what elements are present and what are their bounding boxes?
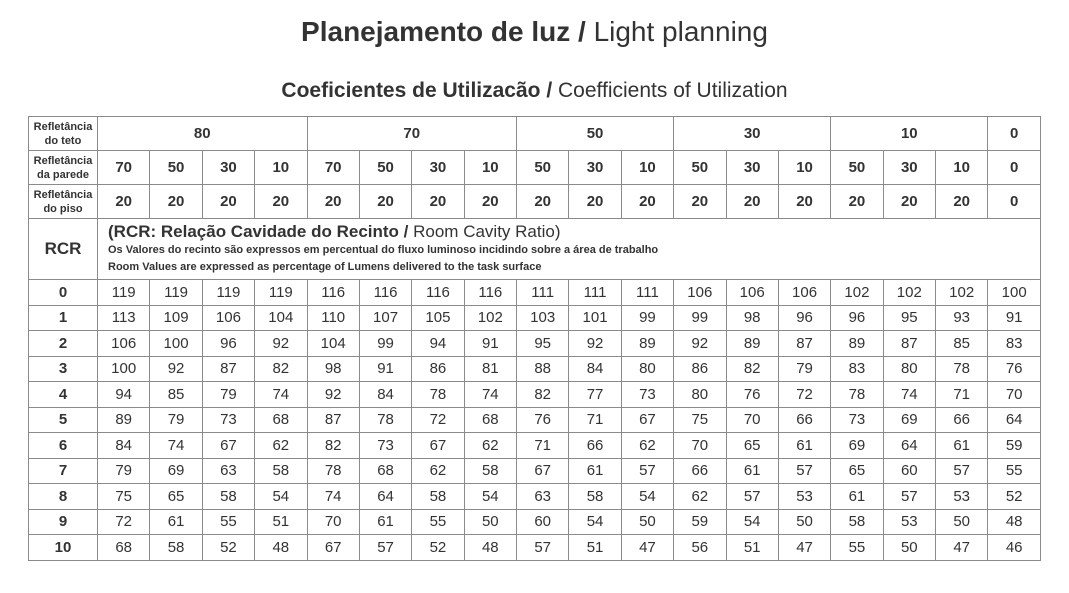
cu-value-cell: 95 — [517, 331, 569, 357]
cu-value-cell: 99 — [674, 305, 726, 331]
cu-value-cell: 67 — [307, 535, 359, 561]
cu-value-cell: 84 — [569, 356, 621, 382]
cu-value-cell: 55 — [831, 535, 883, 561]
cu-value-cell: 99 — [359, 331, 411, 357]
cu-value-cell: 109 — [150, 305, 202, 331]
cu-value-cell: 53 — [883, 509, 935, 535]
cu-value-cell: 89 — [621, 331, 673, 357]
cu-value-cell: 87 — [883, 331, 935, 357]
wall-value-cell: 70 — [98, 151, 150, 185]
cu-value-cell: 102 — [464, 305, 516, 331]
cu-value-cell: 102 — [936, 280, 988, 306]
cu-value-cell: 70 — [307, 509, 359, 535]
cu-value-cell: 62 — [255, 433, 307, 459]
floor-value-cell: 20 — [98, 185, 150, 219]
label-line: da parede — [37, 168, 89, 181]
cu-value-cell: 78 — [412, 382, 464, 408]
cu-value-cell: 60 — [517, 509, 569, 535]
cu-value-cell: 58 — [412, 484, 464, 510]
cu-value-cell: 82 — [307, 433, 359, 459]
cu-value-cell: 92 — [307, 382, 359, 408]
floor-value-cell: 20 — [778, 185, 830, 219]
title-bold: Planejamento de luz / — [301, 16, 586, 47]
table-row — [29, 535, 1041, 561]
cu-value-cell: 98 — [726, 305, 778, 331]
cu-value-cell: 61 — [359, 509, 411, 535]
table-row — [29, 407, 1041, 433]
cu-value-cell: 92 — [674, 331, 726, 357]
ceiling-value-cell: 0 — [988, 117, 1041, 151]
cu-value-cell: 95 — [883, 305, 935, 331]
cu-value-cell: 63 — [202, 458, 254, 484]
cu-value-cell: 51 — [726, 535, 778, 561]
cu-value-cell: 66 — [674, 458, 726, 484]
cu-value-cell: 87 — [202, 356, 254, 382]
ceiling-value-cell: 70 — [307, 117, 517, 151]
cu-value-cell: 52 — [988, 484, 1041, 510]
cu-value-cell: 84 — [359, 382, 411, 408]
cu-value-cell: 58 — [464, 458, 516, 484]
cu-value-cell: 84 — [98, 433, 150, 459]
cu-value-cell: 64 — [883, 433, 935, 459]
cu-value-cell: 94 — [412, 331, 464, 357]
cu-value-cell: 86 — [674, 356, 726, 382]
cu-value-cell: 59 — [988, 433, 1041, 459]
cu-value-cell: 57 — [778, 458, 830, 484]
label-line: Refletância — [33, 120, 93, 133]
floor-reflectance-row — [29, 185, 1041, 219]
rcr-number-cell: 8 — [29, 484, 98, 510]
label-line: do piso — [43, 202, 83, 215]
cu-value-cell: 57 — [936, 458, 988, 484]
cu-value-cell: 54 — [464, 484, 516, 510]
cu-value-cell: 74 — [883, 382, 935, 408]
cu-value-cell: 73 — [831, 407, 883, 433]
cu-value-cell: 81 — [464, 356, 516, 382]
cu-value-cell: 79 — [98, 458, 150, 484]
cu-value-cell: 54 — [255, 484, 307, 510]
cu-value-cell: 100 — [150, 331, 202, 357]
floor-value-cell: 20 — [569, 185, 621, 219]
cu-value-cell: 61 — [726, 458, 778, 484]
cu-value-cell: 53 — [778, 484, 830, 510]
cu-value-cell: 76 — [726, 382, 778, 408]
wall-value-cell: 30 — [726, 151, 778, 185]
cu-value-cell: 119 — [255, 280, 307, 306]
cu-value-cell: 54 — [726, 509, 778, 535]
subtitle-bold: Coeficientes de Utilizacão / — [281, 79, 553, 102]
cu-value-cell: 63 — [517, 484, 569, 510]
cu-value-cell: 55 — [202, 509, 254, 535]
label-line: do teto — [44, 134, 82, 147]
floor-value-cell: 20 — [936, 185, 988, 219]
cu-value-cell: 58 — [202, 484, 254, 510]
subtitle-normal: Coefficients of Utilization — [558, 79, 788, 102]
cu-value-cell: 79 — [778, 356, 830, 382]
cu-value-cell: 58 — [569, 484, 621, 510]
cu-value-cell: 57 — [883, 484, 935, 510]
cu-value-cell: 76 — [988, 356, 1041, 382]
wall-value-cell: 10 — [778, 151, 830, 185]
cu-value-cell: 50 — [464, 509, 516, 535]
table-row — [29, 458, 1041, 484]
cu-value-cell: 96 — [778, 305, 830, 331]
cu-value-cell: 105 — [412, 305, 464, 331]
label-line: Refletância — [33, 154, 93, 167]
cu-value-cell: 51 — [569, 535, 621, 561]
cu-value-cell: 74 — [150, 433, 202, 459]
cu-value-cell: 66 — [569, 433, 621, 459]
cu-value-cell: 62 — [674, 484, 726, 510]
cu-value-cell: 48 — [255, 535, 307, 561]
wall-value-cell: 70 — [307, 151, 359, 185]
cu-value-cell: 89 — [98, 407, 150, 433]
cu-value-cell: 104 — [307, 331, 359, 357]
rcr-number-cell: 5 — [29, 407, 98, 433]
cu-value-cell: 119 — [202, 280, 254, 306]
cu-value-cell: 106 — [726, 280, 778, 306]
cu-value-cell: 59 — [674, 509, 726, 535]
cu-value-cell: 68 — [98, 535, 150, 561]
table-row — [29, 305, 1041, 331]
ceiling-value-cell: 10 — [831, 117, 988, 151]
cu-value-cell: 72 — [778, 382, 830, 408]
cu-value-cell: 111 — [621, 280, 673, 306]
cu-value-cell: 74 — [307, 484, 359, 510]
cu-value-cell: 73 — [202, 407, 254, 433]
table-row — [29, 280, 1041, 306]
cu-value-cell: 103 — [517, 305, 569, 331]
cu-value-cell: 61 — [831, 484, 883, 510]
cu-value-cell: 62 — [412, 458, 464, 484]
cu-value-cell: 57 — [726, 484, 778, 510]
cu-value-cell: 52 — [412, 535, 464, 561]
cu-value-cell: 76 — [517, 407, 569, 433]
rcr-note-pt: Os Valores do recinto são expressos em percentual do fluxo luminoso incidindo sobre a área de trabalho — [108, 244, 659, 256]
wall-value-cell: 50 — [517, 151, 569, 185]
cu-value-cell: 102 — [831, 280, 883, 306]
cu-value-cell: 52 — [202, 535, 254, 561]
floor-value-cell: 0 — [988, 185, 1041, 219]
floor-value-cell: 20 — [831, 185, 883, 219]
cu-value-cell: 82 — [255, 356, 307, 382]
cu-value-cell: 65 — [726, 433, 778, 459]
cu-value-cell: 68 — [255, 407, 307, 433]
cu-value-cell: 100 — [98, 356, 150, 382]
cu-value-cell: 70 — [988, 382, 1041, 408]
cu-value-cell: 82 — [726, 356, 778, 382]
cu-value-cell: 54 — [569, 509, 621, 535]
cu-value-cell: 77 — [569, 382, 621, 408]
cu-value-cell: 67 — [412, 433, 464, 459]
cu-value-cell: 80 — [621, 356, 673, 382]
cu-value-cell: 75 — [674, 407, 726, 433]
cu-value-cell: 66 — [936, 407, 988, 433]
cu-value-cell: 87 — [778, 331, 830, 357]
cu-value-cell: 91 — [988, 305, 1041, 331]
ceiling-value-cell: 80 — [98, 117, 308, 151]
title-normal: Light planning — [593, 16, 768, 47]
cu-value-cell: 55 — [988, 458, 1041, 484]
cu-value-cell: 61 — [936, 433, 988, 459]
table-row — [29, 509, 1041, 535]
cu-value-cell: 92 — [150, 356, 202, 382]
cu-value-cell: 106 — [202, 305, 254, 331]
rcr-label: RCR — [29, 219, 98, 280]
cu-value-cell: 78 — [307, 458, 359, 484]
wall-value-cell: 10 — [255, 151, 307, 185]
cu-value-cell: 85 — [150, 382, 202, 408]
cu-value-cell: 88 — [517, 356, 569, 382]
rcr-description — [98, 219, 1041, 280]
cu-value-cell: 111 — [517, 280, 569, 306]
floor-value-cell: 20 — [202, 185, 254, 219]
rcr-number-cell: 9 — [29, 509, 98, 535]
rcr-title-bold: (RCR: Relação Cavidade do Recinto / — [108, 222, 409, 241]
floor-value-cell: 20 — [359, 185, 411, 219]
table-row — [29, 484, 1041, 510]
wall-value-cell: 50 — [674, 151, 726, 185]
cu-value-cell: 106 — [778, 280, 830, 306]
cu-value-cell: 65 — [150, 484, 202, 510]
cu-value-cell: 119 — [98, 280, 150, 306]
ceiling-reflectance-row — [29, 117, 1041, 151]
cu-value-cell: 78 — [831, 382, 883, 408]
floor-value-cell: 20 — [621, 185, 673, 219]
floor-value-cell: 20 — [255, 185, 307, 219]
rcr-number-cell: 6 — [29, 433, 98, 459]
floor-reflectance-label — [29, 185, 98, 219]
cu-value-cell: 96 — [202, 331, 254, 357]
cu-value-cell: 74 — [464, 382, 516, 408]
table-row — [29, 356, 1041, 382]
cu-value-cell: 57 — [517, 535, 569, 561]
wall-value-cell: 50 — [831, 151, 883, 185]
cu-value-cell: 48 — [464, 535, 516, 561]
cu-value-cell: 61 — [569, 458, 621, 484]
cu-value-cell: 50 — [778, 509, 830, 535]
cu-value-cell: 78 — [936, 356, 988, 382]
wall-value-cell: 10 — [936, 151, 988, 185]
rcr-number-cell: 2 — [29, 331, 98, 357]
cu-value-cell: 50 — [621, 509, 673, 535]
cu-value-cell: 83 — [988, 331, 1041, 357]
cu-value-cell: 99 — [621, 305, 673, 331]
wall-value-cell: 0 — [988, 151, 1041, 185]
cu-value-cell: 69 — [883, 407, 935, 433]
cu-value-cell: 94 — [98, 382, 150, 408]
cu-value-cell: 119 — [150, 280, 202, 306]
cu-value-cell: 92 — [255, 331, 307, 357]
cu-value-cell: 51 — [255, 509, 307, 535]
rcr-number-cell: 0 — [29, 280, 98, 306]
rcr-title-normal: Room Cavity Ratio) — [413, 222, 561, 241]
cu-value-cell: 111 — [569, 280, 621, 306]
cu-value-cell: 110 — [307, 305, 359, 331]
cu-value-cell: 46 — [988, 535, 1041, 561]
cu-value-cell: 89 — [831, 331, 883, 357]
cu-value-cell: 116 — [307, 280, 359, 306]
cu-value-cell: 82 — [517, 382, 569, 408]
cu-value-cell: 50 — [936, 509, 988, 535]
cu-value-cell: 58 — [831, 509, 883, 535]
cu-value-cell: 57 — [359, 535, 411, 561]
cu-value-cell: 61 — [778, 433, 830, 459]
rcr-number-cell: 1 — [29, 305, 98, 331]
wall-value-cell: 10 — [621, 151, 673, 185]
cu-value-cell: 58 — [150, 535, 202, 561]
cu-value-cell: 106 — [98, 331, 150, 357]
wall-value-cell: 50 — [359, 151, 411, 185]
cu-value-cell: 107 — [359, 305, 411, 331]
cu-value-cell: 55 — [412, 509, 464, 535]
rcr-title — [108, 222, 1040, 242]
cu-value-cell: 58 — [255, 458, 307, 484]
cu-value-cell: 71 — [936, 382, 988, 408]
wall-value-cell: 30 — [412, 151, 464, 185]
ceiling-value-cell: 30 — [674, 117, 831, 151]
wall-value-cell: 30 — [202, 151, 254, 185]
rcr-number-cell: 10 — [29, 535, 98, 561]
wall-value-cell: 30 — [883, 151, 935, 185]
cu-value-cell: 56 — [674, 535, 726, 561]
cu-value-cell: 85 — [936, 331, 988, 357]
cu-value-cell: 47 — [621, 535, 673, 561]
floor-value-cell: 20 — [412, 185, 464, 219]
cu-value-cell: 83 — [831, 356, 883, 382]
cu-value-cell: 93 — [936, 305, 988, 331]
cu-value-cell: 87 — [307, 407, 359, 433]
cu-value-cell: 72 — [98, 509, 150, 535]
table-row — [29, 433, 1041, 459]
cu-value-cell: 86 — [412, 356, 464, 382]
floor-value-cell: 20 — [674, 185, 726, 219]
coefficients-table — [28, 116, 1041, 561]
cu-value-cell: 69 — [831, 433, 883, 459]
cu-value-cell: 54 — [621, 484, 673, 510]
ceiling-value-cell: 50 — [517, 117, 674, 151]
cu-value-cell: 71 — [569, 407, 621, 433]
cu-value-cell: 47 — [778, 535, 830, 561]
cu-value-cell: 53 — [936, 484, 988, 510]
wall-value-cell: 50 — [150, 151, 202, 185]
rcr-number-cell: 3 — [29, 356, 98, 382]
cu-value-cell: 72 — [412, 407, 464, 433]
cu-value-cell: 113 — [98, 305, 150, 331]
cu-value-cell: 101 — [569, 305, 621, 331]
cu-value-cell: 70 — [726, 407, 778, 433]
cu-value-cell: 80 — [674, 382, 726, 408]
wall-reflectance-label — [29, 151, 98, 185]
rcr-note-en: Room Values are expressed as percentage of Lumens delivered to the task surface — [108, 261, 542, 273]
page-subtitle — [0, 79, 1069, 103]
cu-value-cell: 61 — [150, 509, 202, 535]
cu-value-cell: 71 — [517, 433, 569, 459]
cu-value-cell: 50 — [883, 535, 935, 561]
cu-value-cell: 91 — [464, 331, 516, 357]
cu-value-cell: 68 — [464, 407, 516, 433]
floor-value-cell: 20 — [464, 185, 516, 219]
cu-value-cell: 67 — [202, 433, 254, 459]
wall-value-cell: 30 — [569, 151, 621, 185]
cu-value-cell: 116 — [464, 280, 516, 306]
cu-value-cell: 73 — [359, 433, 411, 459]
cu-value-cell: 79 — [150, 407, 202, 433]
table-row — [29, 382, 1041, 408]
cu-value-cell: 68 — [359, 458, 411, 484]
wall-reflectance-row — [29, 151, 1041, 185]
cu-value-cell: 102 — [883, 280, 935, 306]
cu-value-cell: 116 — [412, 280, 464, 306]
cu-value-cell: 69 — [150, 458, 202, 484]
floor-value-cell: 20 — [150, 185, 202, 219]
cu-value-cell: 89 — [726, 331, 778, 357]
cu-value-cell: 79 — [202, 382, 254, 408]
ceiling-reflectance-label — [29, 117, 98, 151]
cu-value-cell: 91 — [359, 356, 411, 382]
floor-value-cell: 20 — [883, 185, 935, 219]
rcr-number-cell: 7 — [29, 458, 98, 484]
cu-value-cell: 73 — [621, 382, 673, 408]
cu-value-cell: 92 — [569, 331, 621, 357]
cu-value-cell: 70 — [674, 433, 726, 459]
cu-value-cell: 57 — [621, 458, 673, 484]
rcr-header-row — [29, 219, 1041, 280]
cu-value-cell: 74 — [255, 382, 307, 408]
cu-value-cell: 62 — [464, 433, 516, 459]
cu-value-cell: 66 — [778, 407, 830, 433]
cu-value-cell: 62 — [621, 433, 673, 459]
label-line: Refletância — [33, 188, 93, 201]
cu-value-cell: 96 — [831, 305, 883, 331]
cu-value-cell: 100 — [988, 280, 1041, 306]
table-row — [29, 331, 1041, 357]
cu-value-cell: 116 — [359, 280, 411, 306]
cu-value-cell: 106 — [674, 280, 726, 306]
cu-value-cell: 75 — [98, 484, 150, 510]
cu-value-cell: 60 — [883, 458, 935, 484]
cu-value-cell: 98 — [307, 356, 359, 382]
cu-value-cell: 65 — [831, 458, 883, 484]
cu-value-cell: 78 — [359, 407, 411, 433]
cu-value-cell: 64 — [988, 407, 1041, 433]
rcr-number-cell: 4 — [29, 382, 98, 408]
cu-value-cell: 80 — [883, 356, 935, 382]
cu-value-cell: 104 — [255, 305, 307, 331]
floor-value-cell: 20 — [726, 185, 778, 219]
cu-value-cell: 64 — [359, 484, 411, 510]
floor-value-cell: 20 — [307, 185, 359, 219]
cu-value-cell: 47 — [936, 535, 988, 561]
floor-value-cell: 20 — [517, 185, 569, 219]
page-title — [0, 16, 1069, 48]
cu-value-cell: 67 — [517, 458, 569, 484]
wall-value-cell: 10 — [464, 151, 516, 185]
cu-value-cell: 48 — [988, 509, 1041, 535]
cu-value-cell: 67 — [621, 407, 673, 433]
